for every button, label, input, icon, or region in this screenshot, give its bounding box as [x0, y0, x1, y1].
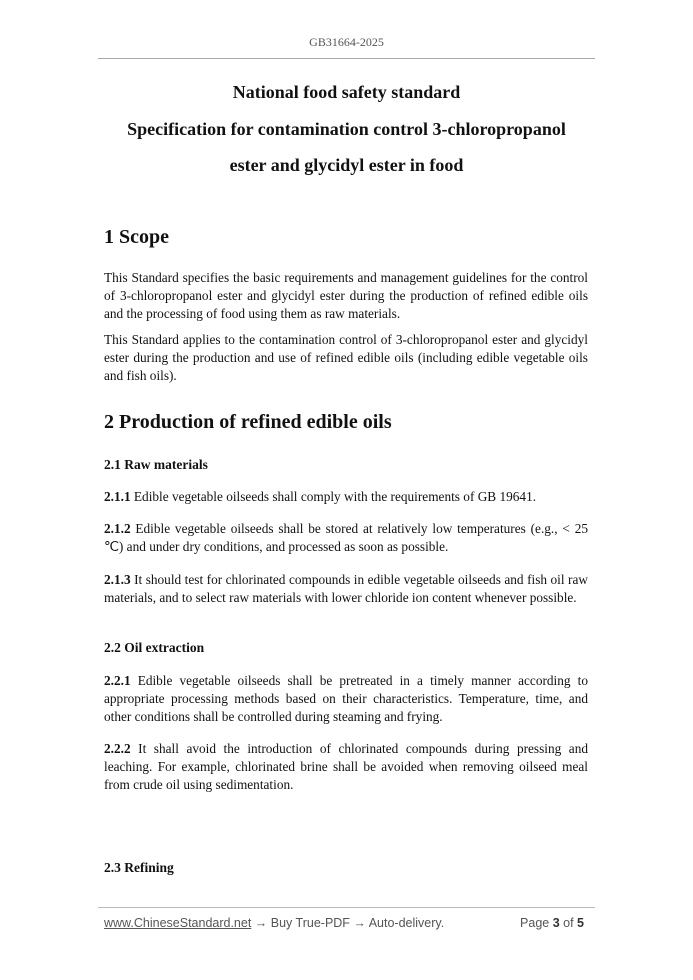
clause-number: 2.2.2 — [104, 741, 131, 756]
clause-2-1-3 — [104, 571, 588, 607]
clause-text: Edible vegetable oilseeds shall be pretreated in a timely manner according to appropriate processing methods based on their characteristics. Temperature, time, and other conditions shall be controlled during steaming and frying. — [104, 673, 588, 724]
clause-text: Edible vegetable oilseeds shall be stored at relatively low temperatures (e.g., < 25 ℃) and under dry conditions, and processed as soon as possible. — [104, 521, 588, 554]
clause-2-2-2 — [104, 740, 588, 794]
clause-text: It should test for chlorinated compounds in edible vegetable oilseeds and fish oil raw materials, and to select raw materials with lower chloride ion content whenever possible. — [104, 572, 588, 605]
clause-2-1-2 — [104, 520, 588, 556]
scope-paragraph-1: This Standard specifies the basic requirements and management guidelines for the control of 3-chloropropanol ester and glycidyl ester during the production of refined edible oils and the processing of food using them as raw materials. — [104, 270, 588, 321]
clause-2-2-1 — [104, 672, 588, 726]
document-code-header: GB31664-2025 — [309, 35, 384, 49]
scope-paragraph-2: This Standard applies to the contamination control of 3-chloropropanol ester and glycidyl ester during the production and use of refined edible oils (including edible vegetable oils and fish oils). — [104, 332, 588, 383]
clause-number: 2.1.1 — [104, 489, 131, 504]
clause-number: 2.1.2 — [104, 521, 131, 536]
clause-text: Edible vegetable oilseeds shall comply with the requirements of GB 19641. — [130, 489, 537, 504]
title-line-2: Specification for contamination control 3-chloropropanol — [127, 119, 566, 139]
section-1-heading: 1 Scope — [104, 226, 169, 248]
footer-promo — [104, 916, 444, 930]
section-2-3-heading: 2.3 Refining — [104, 860, 174, 875]
footer-divider — [98, 907, 595, 908]
clause-number: 2.1.3 — [104, 572, 131, 587]
header-divider — [98, 58, 595, 59]
clause-2-1-1 — [104, 488, 588, 506]
current-page: 3 — [552, 916, 560, 930]
section-2-heading: 2 Production of refined edible oils — [104, 411, 392, 433]
title-line-1: National food safety standard — [232, 82, 461, 102]
footer-tagline: → Buy True-PDF → Auto-delivery. — [251, 916, 445, 930]
title-line-3: ester and glycidyl ester in food — [229, 155, 464, 175]
website-link[interactable]: www.ChineseStandard.net — [104, 916, 252, 930]
clause-number: 2.2.1 — [104, 673, 131, 688]
page-indicator — [520, 916, 584, 930]
section-2-1-heading: 2.1 Raw materials — [104, 457, 208, 472]
section-2-2-heading: 2.2 Oil extraction — [104, 640, 205, 655]
footer — [104, 916, 584, 930]
page-label: Page — [520, 916, 553, 930]
total-pages: 5 — [577, 916, 584, 930]
of-label: of — [559, 916, 578, 930]
clause-text: It shall avoid the introduction of chlorinated compounds during pressing and leaching. For example, chlorinated brine shall be avoided when removing oilseed meal from crude oil using sedimentation. — [104, 741, 588, 792]
